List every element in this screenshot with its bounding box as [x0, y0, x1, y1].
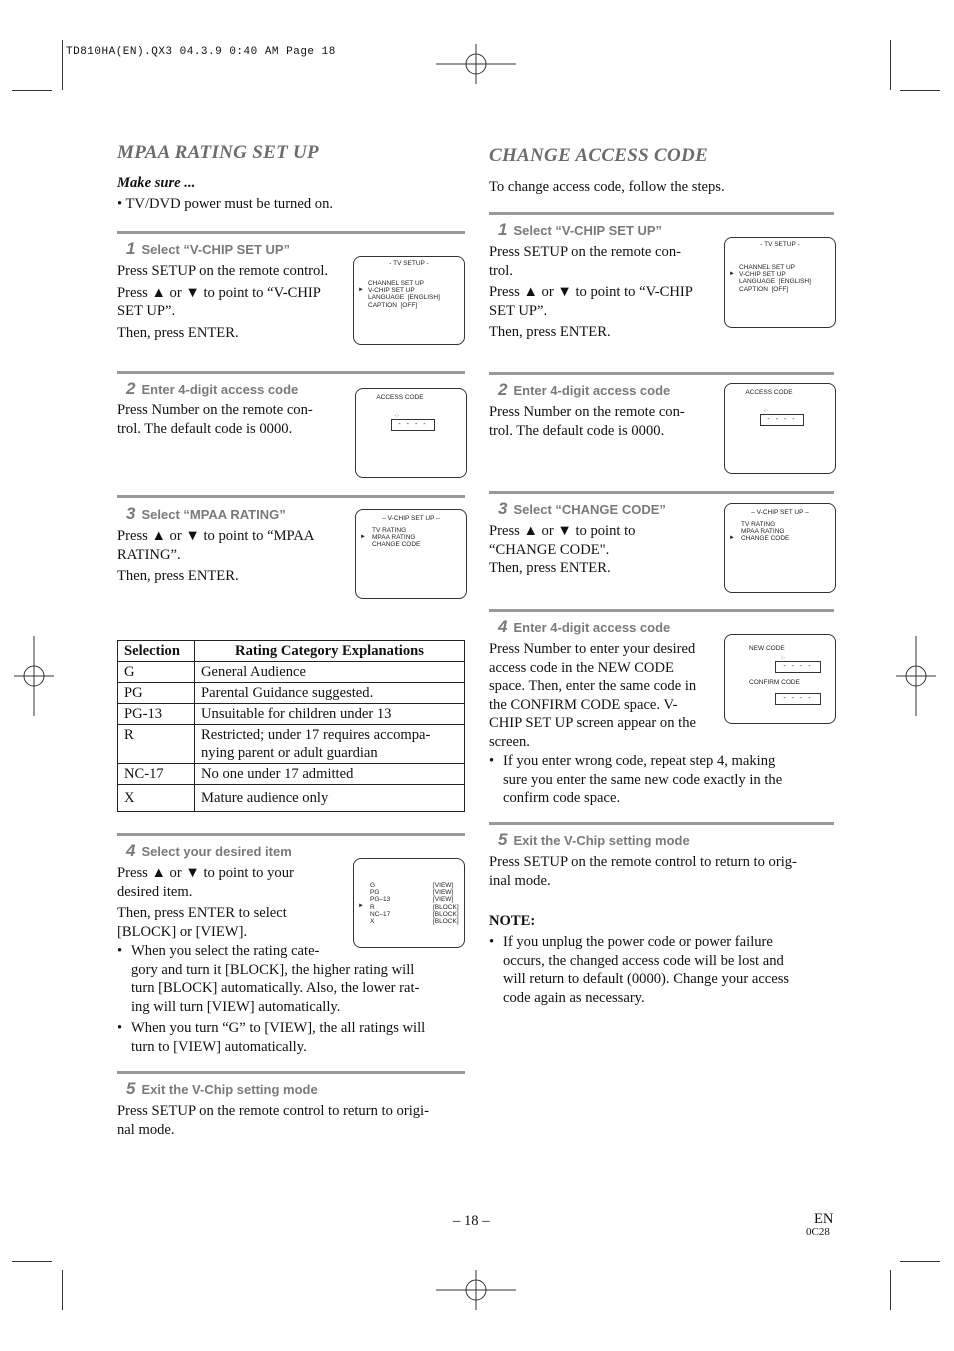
table-cell: Restricted; under 17 requires accompa- nying parent or adult guardian	[195, 725, 465, 764]
change-code-intro: To change access code, follow the steps.	[489, 179, 725, 195]
table-cell: X	[118, 785, 195, 812]
note-title: NOTE:	[489, 913, 536, 929]
crop-mark	[62, 1270, 63, 1310]
step-divider	[117, 231, 465, 234]
step-1-heading: 1 Select “V-CHIP SET UP”	[126, 239, 291, 258]
step-3-text: Press ▲ or ▼ to point to “MPAA RATING”. Then, press ENTER.	[117, 528, 315, 584]
table-row	[118, 683, 465, 704]
document-code: 0C28	[806, 1226, 830, 1238]
table-row	[118, 662, 465, 683]
table-row	[118, 704, 465, 725]
table-cell: NC-17	[118, 764, 195, 785]
tv-setup-screen: - TV SETUP - ► CHANNEL SET UP V-CHIP SET UP LANGUAGE [ENGLISH] CAPTION [OFF]	[724, 237, 836, 328]
step-divider	[489, 491, 834, 494]
step-1-heading: 1 Select “V-CHIP SET UP”	[498, 220, 663, 239]
page-number: – 18 –	[453, 1213, 490, 1229]
table-cell: Mature audience only	[195, 785, 465, 812]
step-1-text: Press SETUP on the remote con- trol. Press ▲ or ▼ to point to “V-CHIP SET UP”. Then, press ENTER.	[489, 244, 693, 340]
step-divider	[489, 372, 834, 375]
file-header: TD810HA(EN).QX3 04.3.9 0:40 AM Page 18	[66, 46, 336, 58]
vchip-setup-screen-change: – V-CHIP SET UP – ► TV RATING MPAA RATING CHANGE CODE	[724, 503, 836, 593]
step-2-text: Press Number on the remote con- trol. The default code is 0000.	[117, 402, 313, 437]
crop-mark	[890, 1270, 891, 1310]
step-2-heading: 2 Enter 4-digit access code	[126, 379, 299, 398]
rating-list-screen: ► G PG PG–13 R NC–17 X [VIEW] [VIEW] [VIEW] [BLOCK] [BLOCK] [BLOCK]	[353, 858, 465, 948]
table-row	[118, 764, 465, 785]
table-cell: R	[118, 725, 195, 764]
access-code-screen: ACCESS CODE - - - - ⁘	[724, 383, 836, 474]
step-5-heading: 5 Exit the V-Chip setting mode	[498, 830, 690, 849]
crop-mark	[62, 40, 63, 90]
step-4-bullets: • When you select the rating cate- gory and turn it [BLOCK], the higher rating will turn [BLOCK] automatically. Also, the lower rat- ing will turn [VIEW] automatically. • When you turn “G” to [VIEW], the all ratings will turn to [VIEW] automatically.	[117, 943, 426, 1055]
table-cell: No one under 17 admitted	[195, 764, 465, 785]
step-divider	[117, 495, 465, 498]
step-3-heading: 3 Select “MPAA RATING”	[126, 504, 286, 523]
table-cell: PG	[118, 683, 195, 704]
vchip-setup-screen-mpaa: – V-CHIP SET UP – ► TV RATING MPAA RATING CHANGE CODE	[355, 509, 467, 599]
step-1-text: Press SETUP on the remote control. Press ▲ or ▼ to point to “V-CHIP SET UP”. Then, press ENTER.	[117, 263, 329, 341]
step-4-text: Press Number to enter your desired access code in the NEW CODE space. Then, enter the same code in the CONFIRM CODE space. V- CHIP SET UP screen appear on the screen.	[489, 641, 697, 750]
table-cell: PG-13	[118, 704, 195, 725]
registration-mark-top	[436, 44, 516, 84]
crop-mark	[900, 90, 940, 91]
make-sure-item: • TV/DVD power must be turned on.	[117, 196, 334, 212]
step-4-text: Press ▲ or ▼ to point to your desired item. Then, press ENTER to select [BLOCK] or [VIEW].	[117, 865, 294, 940]
section-title-change-code: CHANGE ACCESS CODE	[489, 145, 709, 166]
note-text: • If you unplug the power code or power failure occurs, the changed access code will be lost and will return to default (0000). Change your access code again as necessary.	[489, 934, 790, 1006]
crop-mark	[900, 1261, 940, 1262]
table-header-row	[118, 641, 465, 662]
table-header-cell: Selection	[118, 641, 195, 662]
step-divider	[489, 609, 834, 612]
table-header-cell: Rating Category Explanations	[195, 641, 465, 662]
new-code-screen: NEW CODE - - - - ⁘ CONFIRM CODE - - - -	[724, 634, 836, 724]
language-tag: EN	[814, 1211, 834, 1227]
registration-mark-left	[14, 636, 54, 716]
tv-setup-screen: - TV SETUP - ► CHANNEL SET UP V-CHIP SET UP LANGUAGE [ENGLISH] CAPTION [OFF]	[353, 256, 465, 345]
access-code-screen: ACCESS CODE - - - - ⁘	[355, 388, 467, 478]
step-divider	[117, 833, 465, 836]
table-cell: Parental Guidance suggested.	[195, 683, 465, 704]
crop-mark	[12, 1261, 52, 1262]
step-5-text: Press SETUP on the remote control to return to origi- nal mode.	[117, 1103, 429, 1138]
step-2-heading: 2 Enter 4-digit access code	[498, 380, 671, 399]
table-row	[118, 785, 465, 812]
make-sure-label: Make sure ...	[117, 175, 196, 191]
step-divider	[117, 371, 465, 374]
section-title-mpaa: MPAA RATING SET UP	[117, 142, 319, 163]
step-5-heading: 5 Exit the V-Chip setting mode	[126, 1079, 318, 1098]
step-3-text: Press ▲ or ▼ to point to “CHANGE CODE". Then, press ENTER.	[489, 523, 636, 576]
step-3-heading: 3 Select “CHANGE CODE”	[498, 499, 666, 518]
registration-mark-bottom	[436, 1270, 516, 1310]
rating-table	[117, 640, 465, 812]
crop-mark	[890, 40, 891, 90]
registration-mark-right	[896, 636, 936, 716]
table-cell: General Audience	[195, 662, 465, 683]
step-divider	[117, 1071, 465, 1074]
step-2-text: Press Number on the remote con- trol. The default code is 0000.	[489, 404, 685, 439]
table-cell: Unsuitable for children under 13	[195, 704, 465, 725]
table-cell: G	[118, 662, 195, 683]
step-5-text: Press SETUP on the remote control to return to orig- inal mode.	[489, 854, 797, 889]
step-divider	[489, 212, 834, 215]
step-divider	[489, 822, 834, 825]
step-4-heading: 4 Select your desired item	[126, 841, 292, 860]
table-row	[118, 725, 465, 764]
step-4-bullets: • If you enter wrong code, repeat step 4, making sure you enter the same new code exactly in the confirm code space.	[489, 753, 783, 806]
step-4-heading: 4 Enter 4-digit access code	[498, 617, 671, 636]
crop-mark	[12, 90, 52, 91]
